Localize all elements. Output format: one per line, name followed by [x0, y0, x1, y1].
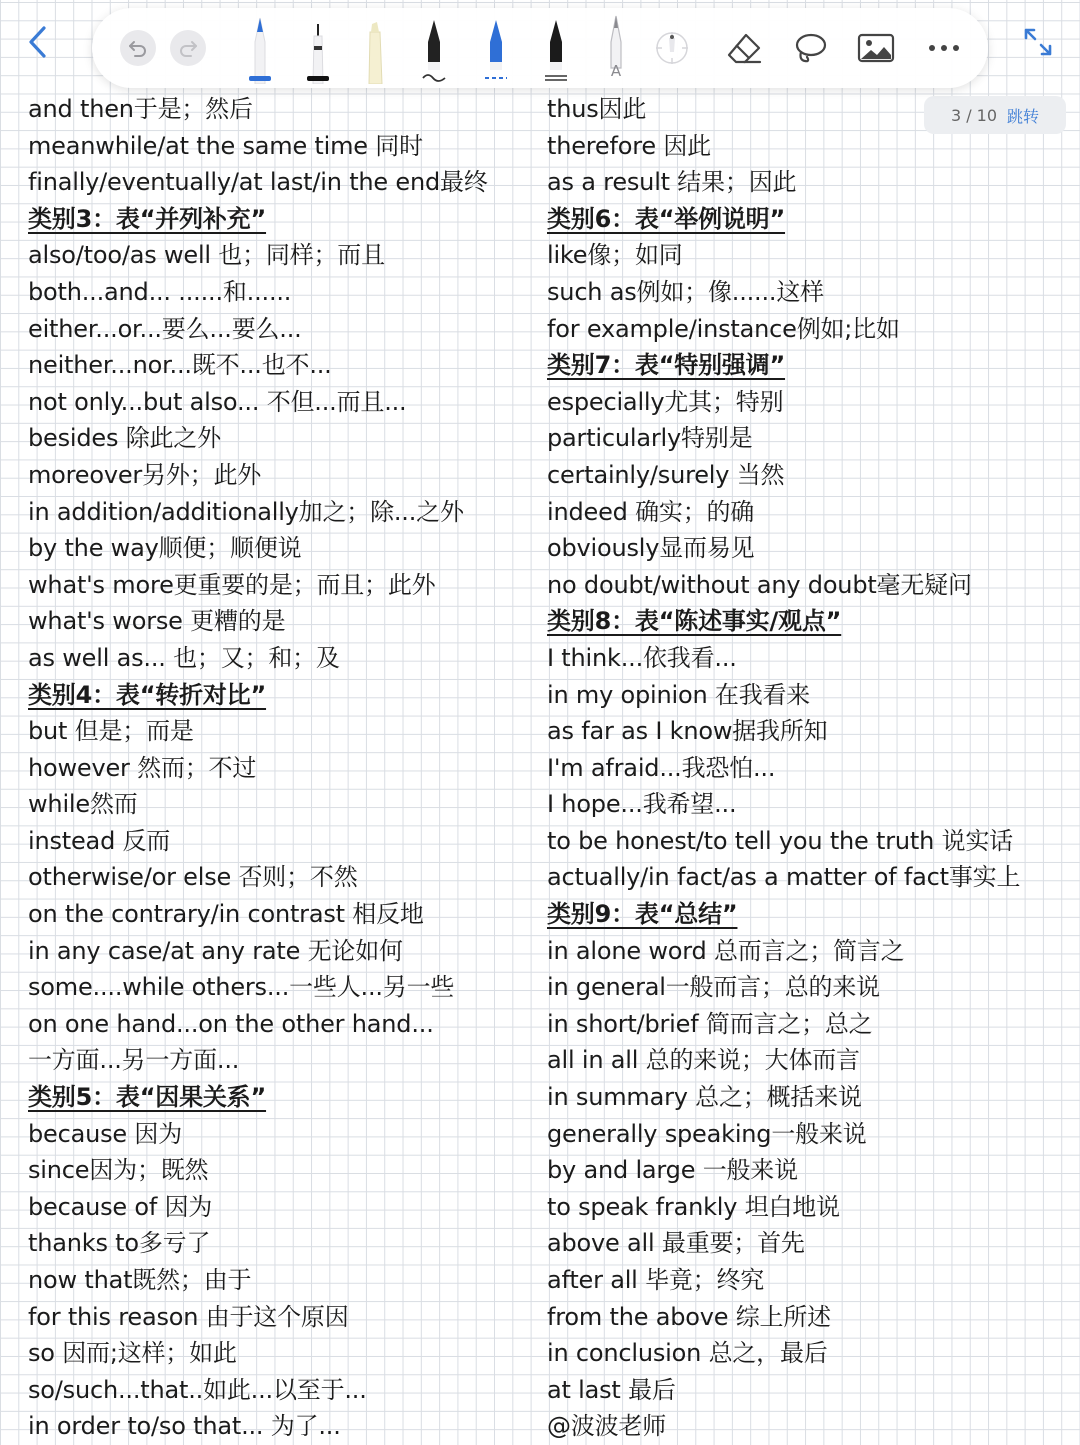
note-line: while然而 — [28, 790, 138, 819]
note-line: particularly特别是 — [547, 424, 753, 453]
note-line: like像；如同 — [547, 241, 683, 270]
note-line: above all 最重要；首先 — [547, 1229, 805, 1258]
note-line: as far as I know据我所知 — [547, 717, 828, 746]
expand-icon — [1022, 26, 1054, 58]
note-line: so/such...that..如此...以至于... — [28, 1375, 367, 1404]
note-line: since因为；既然 — [28, 1156, 209, 1185]
note-line: from the above 综上所述 — [547, 1302, 831, 1331]
note-line: on one hand...on the other hand... — [28, 1009, 434, 1038]
note-line: indeed 确实；的确 — [547, 497, 755, 526]
note-line: especially尤其；特别 — [547, 387, 784, 416]
note-line: because 因为 — [28, 1119, 183, 1148]
category-heading: 类别6：表“举例说明” — [547, 204, 786, 233]
category-heading: 类别3：表“并列补充” — [28, 204, 267, 233]
note-line: @波波老师 — [547, 1412, 666, 1441]
note-line: by and large 一般来说 — [547, 1156, 798, 1185]
toolbar — [92, 8, 988, 88]
note-line: by the way顺便；顺便说 — [28, 534, 302, 563]
brush-pen-icon — [419, 12, 449, 84]
note-line: I think...依我看... — [547, 643, 737, 672]
note-line: no doubt/without any doubt毫无疑问 — [547, 570, 972, 599]
note-line: what's worse 更糟的是 — [28, 607, 286, 636]
redo-icon — [177, 37, 199, 59]
note-line: in my opinion 在我看来 — [547, 680, 811, 709]
image-icon — [856, 30, 896, 66]
expand-button[interactable] — [1018, 22, 1058, 62]
note-line: both...and... ......和...... — [28, 277, 292, 306]
pencil-tool[interactable] — [598, 8, 634, 88]
note-line: generally speaking一般来说 — [547, 1119, 867, 1148]
note-line: thus因此 — [547, 95, 647, 123]
back-button[interactable] — [22, 22, 52, 62]
highlighter-icon — [361, 12, 391, 84]
fineliner-icon — [303, 12, 333, 84]
laser-pointer-icon — [654, 26, 690, 70]
category-heading: 类别7：表“特别强调” — [547, 351, 786, 380]
note-line: in order to/so that... 为了... — [28, 1412, 341, 1441]
note-line: instead 反而 — [28, 826, 171, 855]
note-line: now that既然；由于 — [28, 1266, 252, 1294]
note-line: therefore 因此 — [547, 131, 711, 160]
category-heading: 类别5：表“因果关系” — [28, 1083, 267, 1112]
image-tool[interactable] — [854, 8, 898, 88]
note-line: not only...but also... 不但...而且... — [28, 387, 407, 416]
page-indicator — [924, 96, 1066, 134]
note-line: however 然而；不过 — [28, 753, 257, 782]
notes-right-column — [547, 91, 1067, 1445]
lasso-tool[interactable] — [788, 8, 832, 88]
note-line: but 但是；而是 — [28, 717, 194, 746]
note-line: moreover另外；此外 — [28, 460, 262, 489]
note-line: for this reason 由于这个原因 — [28, 1302, 349, 1331]
note-line: 一方面...另一方面... — [28, 1046, 240, 1075]
fineliner-tool[interactable] — [300, 8, 336, 88]
eraser-icon — [724, 30, 764, 66]
note-line: to be honest/to tell you the truth 说实话 — [547, 826, 1013, 855]
note-line: at last 最后 — [547, 1375, 676, 1404]
undo-button[interactable] — [118, 8, 158, 88]
note-line: in any case/at any rate 无论如何 — [28, 936, 403, 965]
note-line: some....while others...一些人...另一些 — [28, 973, 455, 1002]
laser-pointer-tool[interactable] — [652, 8, 692, 88]
note-line: thanks to多亏了 — [28, 1229, 211, 1258]
page-number: 3 / 10 — [950, 105, 998, 125]
note-line: to speak frankly 坦白地说 — [547, 1192, 840, 1221]
note-line: so 因而;这样；如此 — [28, 1339, 237, 1368]
pencil-label: A — [610, 62, 622, 80]
note-line: what's more更重要的是；而且；此外 — [28, 570, 436, 599]
note-line: finally/eventually/at last/in the end最终 — [28, 168, 488, 197]
redo-button[interactable] — [168, 8, 208, 88]
undo-icon — [127, 37, 149, 59]
note-line: all in all 总的来说；大体而言 — [547, 1046, 860, 1075]
pen-tool[interactable] — [242, 8, 278, 88]
note-line: either...or...要么...要么... — [28, 314, 302, 343]
note-line: after all 毕竟；终究 — [547, 1266, 765, 1294]
note-line: in summary 总之；概括来说 — [547, 1083, 862, 1112]
note-line: in short/brief 简而言之；总之 — [547, 1009, 873, 1038]
pen-icon — [245, 12, 275, 84]
note-line: I'm afraid...我恐怕... — [547, 753, 776, 782]
note-line: because of 因为 — [28, 1192, 213, 1221]
ink-pen-icon — [541, 12, 571, 84]
note-line: in conclusion 总之，最后 — [547, 1339, 828, 1368]
more-icon — [926, 42, 962, 54]
note-line: meanwhile/at the same time 同时 — [28, 131, 423, 160]
note-line: and then于是；然后 — [28, 95, 253, 123]
note-line: neither...nor...既不...也不... — [28, 351, 332, 380]
note-line: besides 除此之外 — [28, 424, 221, 453]
more-button[interactable] — [922, 8, 966, 88]
ink-pen-tool[interactable] — [538, 8, 574, 88]
note-line: also/too/as well 也；同样；而且 — [28, 241, 385, 270]
lasso-icon — [790, 30, 830, 66]
note-line: otherwise/or else 否则；不然 — [28, 863, 358, 892]
note-line: in addition/additionally加之；除...之外 — [28, 497, 464, 526]
note-line: I hope...我希望... — [547, 790, 737, 819]
note-line: such as例如；像......这样 — [547, 277, 824, 306]
note-line: certainly/surely 当然 — [547, 460, 785, 489]
note-line: on the contrary/in contrast 相反地 — [28, 900, 424, 929]
notes-left-column — [28, 91, 528, 1445]
eraser-tool[interactable] — [722, 8, 766, 88]
note-line: in alone word 总而言之；简言之 — [547, 936, 905, 965]
back-icon — [26, 25, 48, 59]
note-line: actually/in fact/as a matter of fact事实上 — [547, 863, 1021, 892]
note-line: for example/instance例如;比如 — [547, 314, 900, 343]
note-line: obviously显而易见 — [547, 534, 755, 563]
category-heading: 类别8：表“陈述事实/观点” — [547, 607, 842, 636]
note-line: as a result 结果；因此 — [547, 168, 797, 197]
category-heading: 类别9：表“总结” — [547, 900, 738, 929]
note-line: in general一般而言；总的来说 — [547, 973, 880, 1002]
jump-button[interactable]: 跳转 — [1007, 106, 1040, 126]
note-line: as well as... 也；又；和；及 — [28, 643, 340, 672]
category-heading: 类别4：表“转折对比” — [28, 680, 267, 709]
highlighter-tool[interactable] — [358, 8, 394, 88]
dashed-pen-icon — [481, 12, 511, 84]
dashed-pen-tool[interactable] — [478, 8, 514, 88]
brush-pen-tool[interactable] — [416, 8, 452, 88]
